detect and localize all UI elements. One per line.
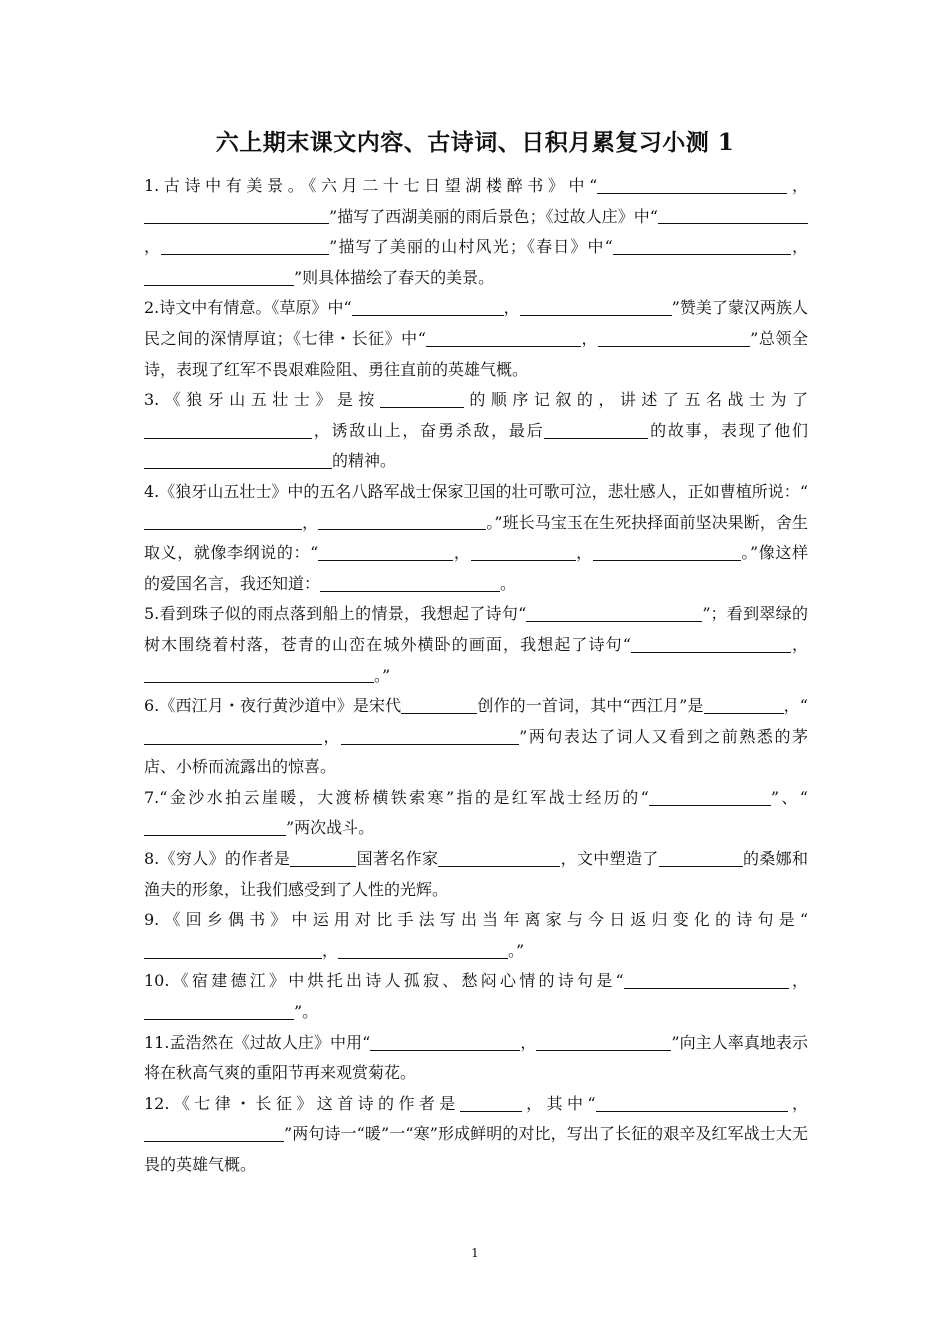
- answer-blank[interactable]: [144, 513, 302, 531]
- page-title: 六上期末课文内容、古诗词、日积月累复习小测 1: [215, 129, 735, 156]
- question-text: ”两次战斗。: [286, 818, 375, 838]
- question-text: 12.《七律・长征》这首诗的作者是: [144, 1093, 460, 1113]
- answer-blank[interactable]: [341, 727, 519, 745]
- answer-blank[interactable]: [658, 207, 808, 225]
- question-5: [144, 599, 808, 691]
- question-text: ，: [787, 176, 808, 195]
- answer-blank[interactable]: [659, 849, 743, 867]
- question-text: ，: [787, 1093, 808, 1113]
- question-text: 。”像这样的爱国名言，我还知道：: [144, 543, 808, 593]
- question-text: 2.诗文中有情意。《草原》中“: [144, 298, 352, 318]
- answer-blank[interactable]: [426, 329, 581, 347]
- question-text: ，: [144, 237, 162, 257]
- question-text: ”、“: [770, 787, 808, 807]
- answer-blank[interactable]: [144, 207, 329, 225]
- question-text: 。”班长马宝玉在生死抉择面前坚决果断，舍生取义，就像李纲说的：“: [144, 512, 808, 563]
- answer-blank[interactable]: [593, 543, 741, 561]
- answer-blank[interactable]: [631, 635, 791, 653]
- answer-blank[interactable]: [704, 696, 784, 714]
- answer-blank[interactable]: [144, 421, 312, 439]
- question-text: 国著名作家: [356, 849, 439, 869]
- answer-blank[interactable]: [613, 237, 791, 255]
- question-text: 1.古诗中有美景。《六月二十七日望湖楼醉书》中“: [144, 176, 598, 195]
- question-text: ”两句表达了词人又看到之前熟悉的茅店、小桥而流露出的惊喜。: [144, 726, 808, 777]
- question-text: ，: [520, 1032, 537, 1052]
- question-text: ”描写了美丽的山村风光；《春日》中“: [329, 237, 613, 257]
- question-text: ”；看到翠绿的树木围绕着村落，苍青的山峦在城外横卧的画面，我想起了诗句“: [144, 604, 808, 654]
- question-text: ”。: [294, 1002, 319, 1022]
- answer-blank[interactable]: [318, 543, 453, 561]
- page-number: 1: [471, 1246, 479, 1260]
- answer-blank[interactable]: [438, 849, 560, 867]
- question-6: [144, 691, 808, 783]
- answer-blank[interactable]: [520, 298, 672, 316]
- question-text: 11.孟浩然在《过故人庄》中用“: [144, 1032, 371, 1052]
- question-text: 4.《狼牙山五壮士》中的五名八路军战士保家卫国的壮可歌可泣，悲壮感人，正如曹植所说：“: [144, 481, 808, 501]
- answer-blank[interactable]: [471, 543, 576, 561]
- question-9: [144, 905, 808, 966]
- answer-blank[interactable]: [370, 1033, 520, 1051]
- question-text: 3.《狼牙山五壮士》是按: [144, 390, 380, 410]
- answer-blank[interactable]: [144, 941, 322, 959]
- answer-blank[interactable]: [544, 421, 648, 439]
- answer-blank[interactable]: [320, 574, 500, 592]
- answer-blank[interactable]: [401, 696, 477, 714]
- answer-blank[interactable]: [338, 941, 508, 959]
- answer-blank[interactable]: [596, 1094, 788, 1112]
- question-text: ”赞美了蒙汉两族人民之间的深情厚谊；《七律・长征》中“: [144, 298, 808, 348]
- question-text: ，其中“: [521, 1093, 596, 1113]
- answer-blank[interactable]: [352, 298, 504, 316]
- question-1: [144, 171, 808, 293]
- answer-blank[interactable]: [290, 849, 356, 867]
- question-text: ，“: [783, 696, 808, 716]
- question-text: 。”: [508, 940, 525, 960]
- question-text: 。: [500, 573, 517, 593]
- answer-blank[interactable]: [597, 176, 787, 194]
- question-text: ，: [302, 512, 319, 532]
- question-text: 。”: [374, 665, 391, 685]
- question-text: 的顺序记叙的，讲述了五名战士为了: [463, 390, 808, 410]
- answer-blank[interactable]: [624, 972, 789, 990]
- question-text: 8.《穷人》的作者是: [144, 849, 291, 869]
- question-3: [144, 385, 808, 477]
- answer-blank[interactable]: [144, 268, 294, 286]
- answer-blank[interactable]: [649, 788, 771, 806]
- question-text: 6.《西江月・夜行黄沙道中》是宋代: [144, 696, 402, 716]
- answer-blank[interactable]: [144, 727, 322, 745]
- question-text: ”两句诗一“暖”一“寒”形成鲜明的对比，写出了长征的艰辛及红军战士大无畏的英雄气概。: [144, 1124, 808, 1174]
- question-list: [144, 171, 808, 1181]
- answer-blank[interactable]: [536, 1033, 671, 1051]
- question-10: [144, 966, 808, 1027]
- question-text: ”向主人率真地表示将在秋高气爽的重阳节再来观赏菊花。: [144, 1032, 808, 1083]
- question-12: [144, 1089, 808, 1181]
- answer-blank[interactable]: [526, 604, 702, 622]
- answer-blank[interactable]: [318, 513, 486, 531]
- question-text: ”描写了西湖美丽的雨后景色；《过故人庄》中“: [329, 206, 658, 226]
- question-text: ”总领全诗，表现了红军不畏艰难险阻、勇往直前的英雄气概。: [144, 328, 808, 379]
- question-text: 5.看到珠子似的雨点落到船上的情景，我想起了诗句“: [144, 604, 527, 624]
- question-text: ，诱敌山上，奋勇杀敌，最后: [312, 420, 545, 440]
- question-text: 的故事，表现了他们: [648, 420, 808, 440]
- question-text: ，: [453, 543, 471, 563]
- question-text: ，文中塑造了: [560, 849, 659, 869]
- question-7: [144, 783, 808, 844]
- question-text: ，: [575, 543, 593, 563]
- answer-blank[interactable]: [460, 1094, 522, 1112]
- question-text: 创作的一首词，其中“西江月”是: [477, 696, 704, 716]
- answer-blank[interactable]: [161, 237, 329, 255]
- question-4: [144, 477, 808, 599]
- question-text: 9.《回乡偶书》中运用对比手法写出当年离家与今日返归变化的诗句是“: [144, 910, 808, 930]
- question-text: ，: [322, 940, 339, 960]
- question-text: ”则具体描绘了春天的美景。: [294, 267, 495, 287]
- answer-blank[interactable]: [380, 390, 464, 408]
- answer-blank[interactable]: [144, 1002, 294, 1020]
- answer-blank[interactable]: [144, 666, 374, 684]
- answer-blank[interactable]: [144, 1124, 284, 1142]
- question-text: ，: [788, 971, 808, 991]
- question-text: 的桑娜和渔夫的形象，让我们感受到了人性的光辉。: [144, 849, 808, 899]
- question-text: 10.《宿建德江》中烘托出诗人孤寂、愁闷心情的诗句是“: [144, 971, 624, 991]
- answer-blank[interactable]: [144, 819, 286, 837]
- question-text: 的精神。: [332, 451, 397, 471]
- question-text: ，: [503, 298, 520, 318]
- question-8: [144, 844, 808, 905]
- answer-blank[interactable]: [144, 451, 332, 469]
- question-text: ，: [580, 328, 599, 348]
- question-text: ，: [790, 634, 808, 654]
- question-2: [144, 293, 808, 385]
- question-text: 7.“金沙水拍云崖暖，大渡桥横铁索寒”指的是红军战士经历的“: [144, 787, 649, 807]
- question-text: ，: [322, 726, 342, 746]
- question-11: [144, 1028, 808, 1089]
- question-text: ，: [790, 237, 808, 257]
- answer-blank[interactable]: [598, 329, 750, 347]
